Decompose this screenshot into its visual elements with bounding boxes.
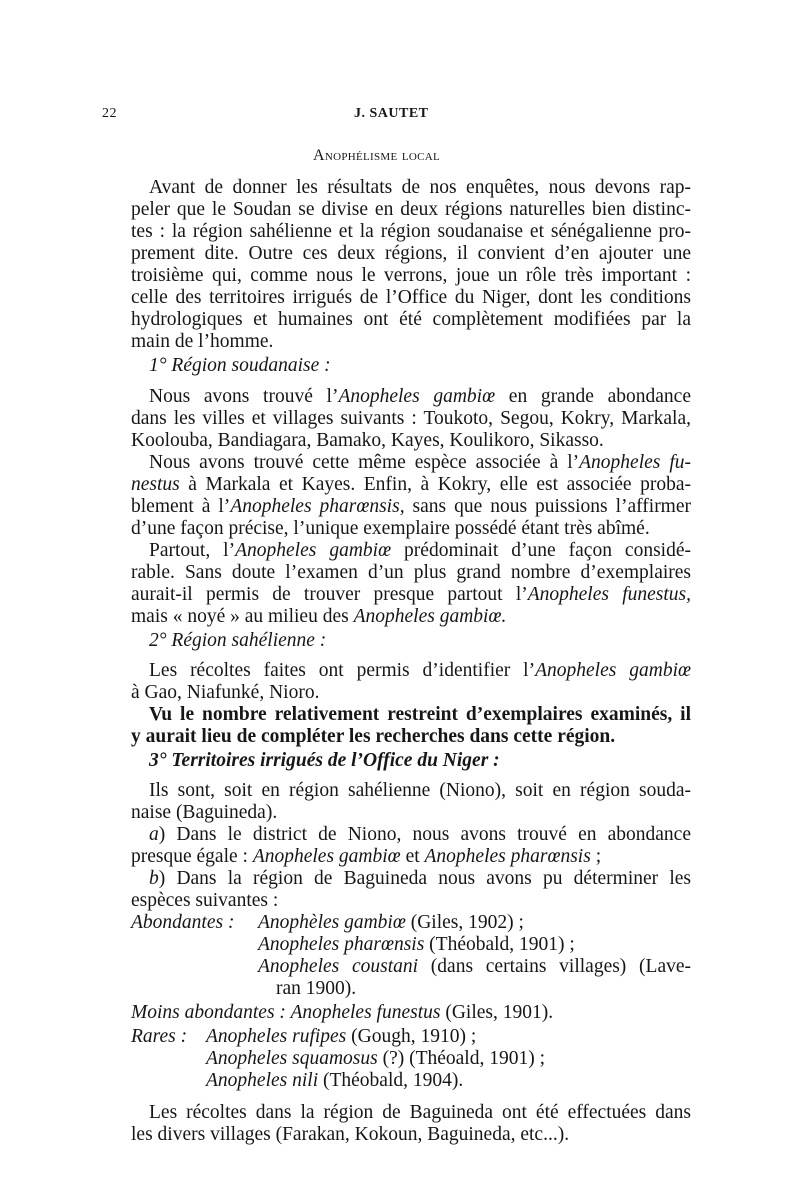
page-number: 22 bbox=[102, 106, 117, 121]
rares-label: Rares : bbox=[131, 1026, 188, 1047]
text-line: celle des territoires irrigués de l’Office du Niger, dont les conditions bbox=[131, 287, 691, 308]
text-line: Les récoltes dans la région de Baguineda ont été effectuées dans bbox=[149, 1102, 691, 1123]
text-line: Nous avons trouvé cette même espèce associée à l’Anopheles fu- bbox=[149, 452, 691, 473]
text-line: b) Dans la région de Baguineda nous avons pu déterminer les bbox=[149, 868, 691, 889]
text-line: presque égale : Anopheles gambiœ et Anopheles pharœnsis ; bbox=[131, 846, 602, 867]
text-line: Partout, l’Anopheles gambiœ prédominait d’une façon considé- bbox=[149, 540, 691, 561]
text-line: nestus à Markala et Kayes. Enfin, à Kokry, elle est associée proba- bbox=[131, 474, 691, 495]
text-line: prement dite. Outre ces deux régions, il convient d’en ajouter une bbox=[131, 243, 691, 264]
section-1-title: 1° Région soudanaise : bbox=[149, 355, 331, 376]
text-line: Ils sont, soit en région sahélienne (Niono), soit en région souda- bbox=[149, 780, 691, 801]
species-entry: Anopheles coustani (dans certains villages) (Lave- bbox=[258, 956, 691, 977]
text-line: y aurait lieu de compléter les recherches dans cette région. bbox=[131, 726, 616, 747]
text-line: a) Dans le district de Niono, nous avons trouvé en abondance bbox=[149, 824, 691, 845]
text-line: à Gao, Niafunké, Nioro. bbox=[131, 682, 320, 703]
text-line: troisième qui, comme nous le verrons, joue un rôle très important : bbox=[131, 265, 691, 286]
running-head-author: J. SAUTET bbox=[354, 106, 429, 121]
species-entry: Anophèles gambiœ (Giles, 1902) ; bbox=[258, 912, 524, 933]
text-line: dans les villes et villages suivants : Toukoto, Segou, Kokry, Markala, bbox=[131, 408, 691, 429]
text-line: d’une façon précise, l’unique exemplaire possédé étant très abîmé. bbox=[131, 518, 650, 539]
section-3-title: 3° Territoires irrigués de l’Office du Niger : bbox=[149, 750, 500, 771]
abondantes-label: Abondantes : bbox=[131, 912, 235, 933]
species-entry: Anopheles squamosus (?) (Théoald, 1901) ; bbox=[206, 1048, 546, 1069]
moins-abondantes-entry: Moins abondantes : Anopheles funestus (Giles, 1901). bbox=[131, 1002, 554, 1023]
text-line: Vu le nombre relativement restreint d’exemplaires examinés, il bbox=[149, 704, 691, 725]
text-line: Les récoltes faites ont permis d’identifier l’Anopheles gambiœ bbox=[149, 660, 691, 681]
text-line: les divers villages (Farakan, Kokoun, Baguineda, etc...). bbox=[131, 1124, 570, 1145]
text-line: tes : la région sahélienne et la région soudanaise et sénégalienne pro- bbox=[131, 221, 691, 242]
text-line: espèces suivantes : bbox=[131, 890, 279, 911]
text-line: aurait-il permis de trouver presque partout l’Anopheles funestus, bbox=[131, 584, 691, 605]
text-line: Koolouba, Bandiagara, Bamako, Kayes, Koulikoro, Sikasso. bbox=[131, 430, 604, 451]
text-line: rable. Sans doute l’examen d’un plus grand nombre d’exemplaires bbox=[131, 562, 691, 583]
text-line: Nous avons trouvé l’Anopheles gambiœ en grande abondance bbox=[149, 386, 691, 407]
species-entry: Anopheles rufipes (Gough, 1910) ; bbox=[206, 1026, 477, 1047]
text-line: mais « noyé » au milieu des Anopheles gambiœ. bbox=[131, 606, 507, 627]
text-line: main de l’homme. bbox=[131, 331, 274, 352]
section-title: Anophélisme local bbox=[313, 147, 440, 164]
text-line: blement à l’Anopheles pharœnsis, sans que nous puissions l’affirmer bbox=[131, 496, 691, 517]
text-line: peler que le Soudan se divise en deux régions naturelles bien distinc- bbox=[131, 199, 691, 220]
text-line: Avant de donner les résultats de nos enquêtes, nous devons rap- bbox=[149, 177, 691, 198]
section-2-title: 2° Région sahélienne : bbox=[149, 630, 327, 651]
species-entry: Anopheles nili (Théobald, 1904). bbox=[206, 1070, 464, 1091]
text-line: hydrologiques et humaines ont été complètement modifiées par la bbox=[131, 309, 691, 330]
species-entry: Anopheles pharœnsis (Théobald, 1901) ; bbox=[258, 934, 575, 955]
species-entry-continued: ran 1900). bbox=[276, 978, 357, 999]
text-line: naise (Baguineda). bbox=[131, 802, 278, 823]
